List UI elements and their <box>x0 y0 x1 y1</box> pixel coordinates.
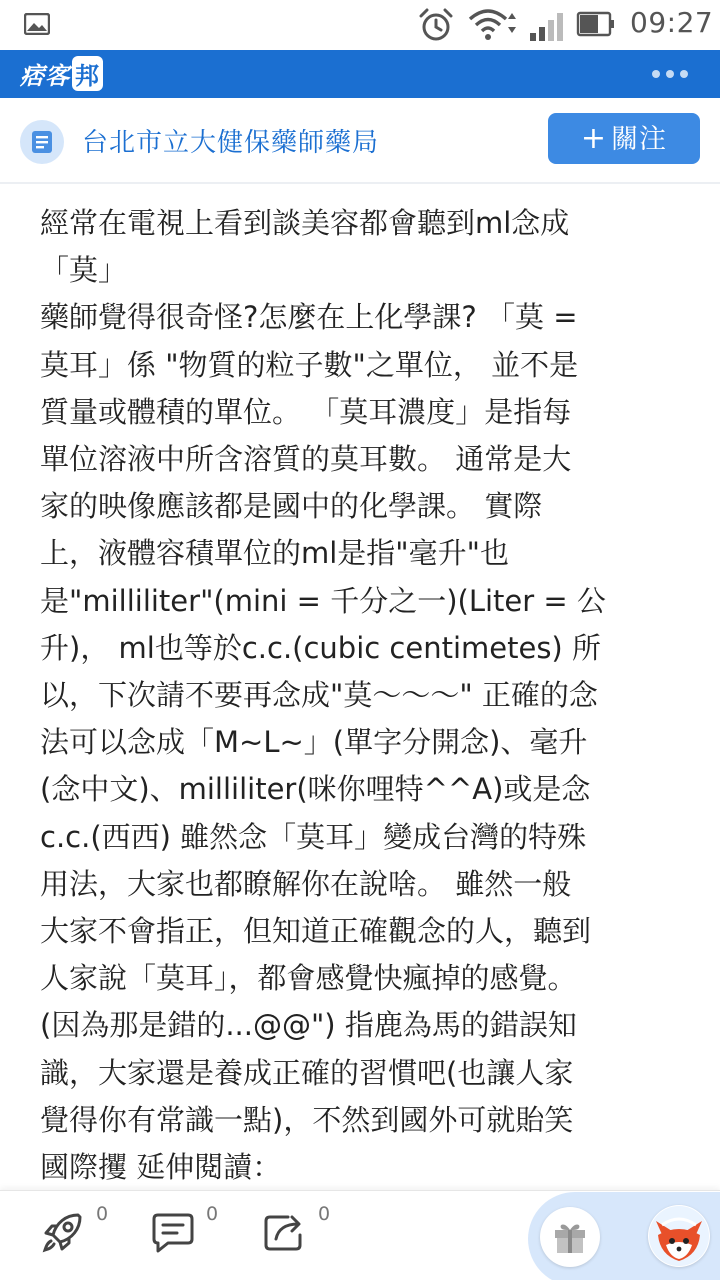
alarm-icon <box>418 8 454 42</box>
follow-label: 關注 <box>611 124 668 155</box>
article-line: 覺得你有常識一點)，不然到國外可就貽笑 <box>40 1102 574 1137</box>
comment-icon <box>150 1209 196 1255</box>
article-body <box>40 200 686 1190</box>
status-bar <box>0 0 720 50</box>
clock: 09:27 <box>630 6 714 39</box>
app-header <box>0 50 720 98</box>
article-line: 上，液體容積單位的ml是指"毫升"也 <box>40 536 509 571</box>
plus-icon: + <box>580 121 608 156</box>
app-logo-text: 痞客 邦 <box>20 62 103 90</box>
blog-name[interactable]: 台北市立大健保藥師藥局 <box>82 128 380 158</box>
share-icon <box>262 1209 308 1255</box>
article-line: 用法，大家也都瞭解你在說啥。 雖然一般 <box>40 866 572 901</box>
mascot-avatar[interactable] <box>648 1205 710 1267</box>
article-line: 家的映像應該都是國中的化學課。 實際 <box>40 489 543 524</box>
rocket-icon <box>40 1209 86 1255</box>
article-line: 「莫」 <box>40 253 128 288</box>
comment-count: 0 <box>206 1203 219 1225</box>
article-line: 藥師覺得很奇怪?怎麼在上化學課? 「莫 = <box>40 300 578 335</box>
app-logo[interactable] <box>20 56 103 91</box>
wifi-icon <box>468 9 518 41</box>
blog-avatar[interactable] <box>20 120 64 164</box>
article-line: 人家說「莫耳」，都會感覺快瘋掉的感覺。 <box>40 961 577 996</box>
share-count: 0 <box>318 1203 331 1225</box>
article-line: 大家不會指正，但知道正確觀念的人，聽到 <box>40 914 592 949</box>
like-count: 0 <box>96 1203 109 1225</box>
gift-icon <box>553 1219 587 1255</box>
battery-icon <box>576 10 616 38</box>
article-line: c.c.(西西) 雖然念「莫耳」變成台灣的特殊 <box>40 819 587 854</box>
article-line: (因為那是錯的...@@") 指鹿為馬的錯誤知 <box>40 1008 577 1043</box>
article-line: 經常在電視上看到談美容都會聽到ml念成 <box>40 206 570 240</box>
blog-header <box>0 98 720 184</box>
gift-button[interactable] <box>540 1207 600 1267</box>
article-line: 升)， ml也等於c.c.(cubic centimetes) 所 <box>40 630 601 665</box>
article-line: (念中文)、milliliter(咪你哩特^^A)或是念 <box>40 772 591 807</box>
article-line: 莫耳」係 "物質的粒子數"之單位， 並不是 <box>40 347 579 382</box>
article-line: 質量或體積的單位。 「莫耳濃度」是指每 <box>40 394 572 429</box>
signal-icon <box>528 11 568 41</box>
image-icon <box>24 13 50 35</box>
fox-mascot-icon <box>648 1205 710 1267</box>
article-line: 是"milliliter"(mini = 千分之一)(Liter = 公 <box>40 583 606 618</box>
follow-button[interactable] <box>548 113 700 164</box>
article-line: 單位溶液中所含溶質的莫耳數。 通常是大 <box>40 442 572 477</box>
article-line: 法可以念成「M~L~」(單字分開念)、毫升 <box>40 725 588 760</box>
more-horizontal-icon[interactable] <box>652 70 688 78</box>
article-line: 以，下次請不要再念成"莫～～～" 正確的念 <box>40 678 598 713</box>
article-line: 國際攫 延伸閱讀： <box>40 1150 282 1185</box>
document-icon <box>30 130 54 154</box>
article-line: 識，大家還是養成正確的習慣吧(也讓人家 <box>40 1055 574 1090</box>
